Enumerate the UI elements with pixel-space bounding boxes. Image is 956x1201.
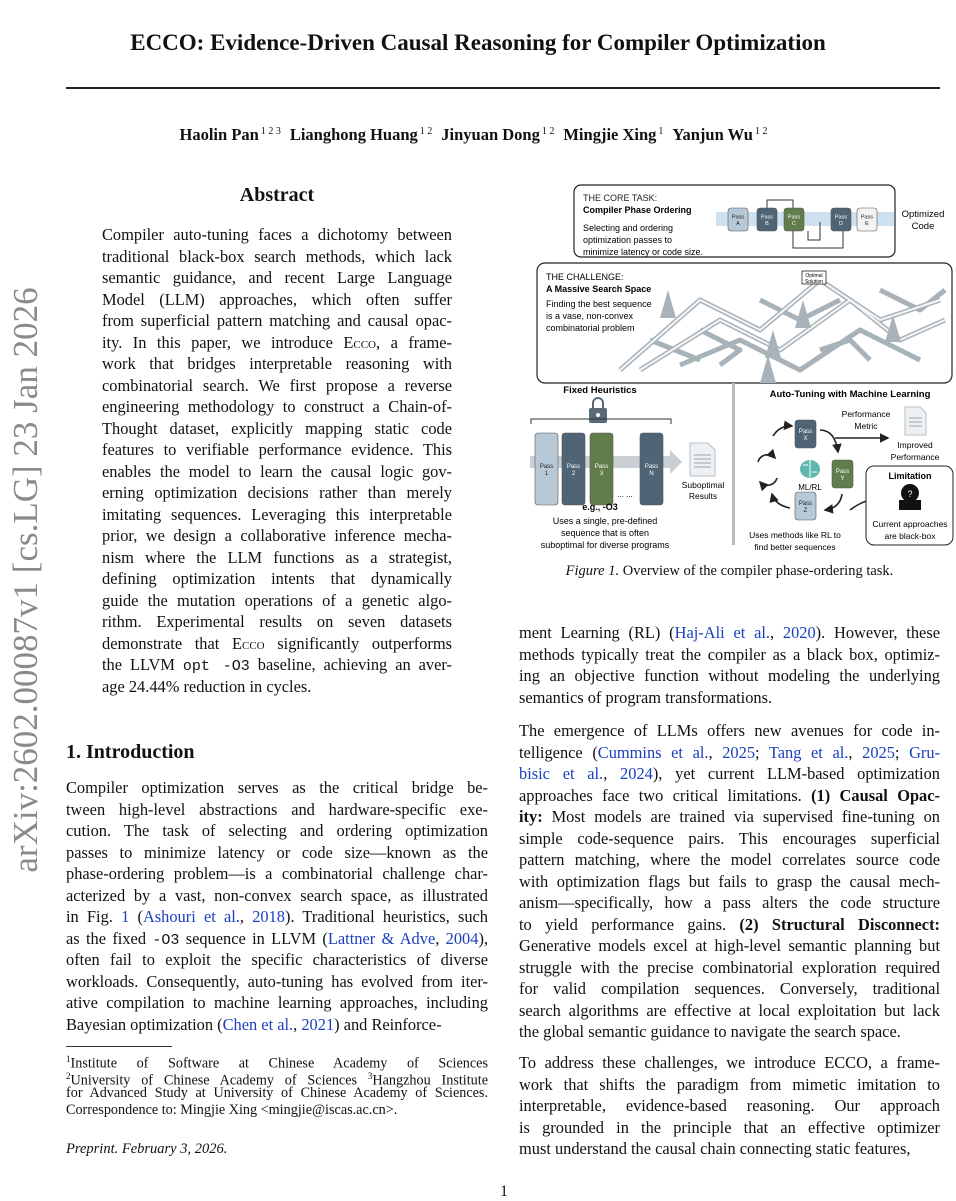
citation-link[interactable]: 2004 (445, 928, 479, 948)
figure-caption (519, 563, 940, 580)
fixed-heuristics-title: Fixed Heuristics (563, 385, 637, 396)
text-segment: approaches face two critical limitations. (519, 785, 812, 805)
challenge-desc: is a vase, non-convex (546, 311, 634, 321)
text-line: methods typically treat the compiler as a black box, optimiz- (519, 644, 940, 664)
arxiv-sidebar-id[interactable]: arXiv:2602.00087v1 [cs.LG] 23 Jan 2026 (6, 287, 45, 873)
text-line: workloads. Consequently, auto-tuning has evolved from iter- (66, 971, 488, 991)
pass-box (795, 492, 816, 520)
text-line: must understand the causal chain connecting static features, (519, 1139, 911, 1158)
author-name: Mingjie Xing (563, 125, 657, 144)
limitation-desc: Current approaches (872, 519, 948, 529)
citation-link[interactable]: Haj-Ali et al. (674, 623, 770, 642)
pass-label: Pass (835, 469, 850, 475)
text-line (66, 906, 488, 928)
text-segment: , (603, 764, 621, 783)
core-task-desc: minimize latency or code size. (583, 247, 704, 257)
pass-box (832, 460, 853, 488)
pass-label: Pass (594, 464, 609, 470)
text-line: for valid compilation sequences. Conversely, traditional (519, 979, 940, 998)
suboptimal-results-label: Suboptimal (681, 480, 725, 490)
text-line: Model (LLM) approaches, which often suffer (102, 289, 452, 309)
author-list (0, 125, 956, 145)
text-segment: opt -O3 (182, 658, 250, 675)
figure-1-overview (525, 180, 955, 558)
text-segment: ity: (519, 807, 543, 826)
text-segment: University of Chinese Academy of Sciences (70, 1072, 368, 1089)
text-segment: as the fixed (66, 928, 153, 948)
text-segment: , (293, 1014, 302, 1034)
text-line: semantics of program transformations. (519, 687, 773, 707)
text-line: with optimization flags but fails to grasp the causal mech- (519, 871, 940, 891)
pass-box (784, 208, 804, 231)
document-icon (690, 443, 715, 476)
text-segment: 3 (367, 1071, 373, 1081)
ml-desc: Uses methods like RL to (749, 530, 841, 540)
figure-divider (732, 383, 735, 545)
text-line: age 24.44% reduction in cycles. (102, 676, 312, 696)
author-name: Haolin Pan (179, 125, 259, 144)
text-line (519, 763, 940, 785)
text-segment: Ecco (343, 332, 376, 352)
text-line: pattern matching, where the model correlates source code (519, 850, 940, 869)
text-line: enables the model to learn the causal logic gov- (102, 461, 452, 481)
text-segment: , a frame- (376, 332, 452, 352)
text-line (102, 332, 452, 354)
pass-label: 1 (544, 471, 549, 477)
text-segment: , (239, 907, 253, 926)
limitation-title: Limitation (888, 471, 932, 481)
text-segment: sequence in LLVM ( (179, 928, 328, 948)
citation-link[interactable]: 2024 (620, 764, 653, 783)
challenge-desc: Finding the best sequence (546, 299, 652, 309)
text-line (102, 654, 452, 676)
citation-link[interactable]: 2025 (722, 742, 756, 762)
pass-box (590, 433, 613, 505)
author-affiliation: 1 2 3 (260, 125, 281, 137)
text-line: Compiler auto-tuning faces a dichotomy between (102, 225, 452, 244)
text-line: cution. The task of selecting and ordering optimization (66, 821, 488, 840)
challenge-desc: combinatorial problem (546, 323, 635, 333)
text-segment: significantly outperforms (264, 633, 452, 653)
text-line: guide the mutation operations of a genetic algo- (102, 590, 452, 610)
pass-label: Pass (798, 429, 813, 435)
brain-icon (800, 460, 820, 478)
text-segment: ), (478, 928, 488, 948)
text-segment: ; (894, 742, 910, 762)
text-segment: Institute of Software at Chinese Academy of Sciences (70, 1055, 488, 1072)
text-line: work that bridges interpretable reasoning with (102, 354, 452, 373)
text-line: features to verifiable performance evidence. This (102, 440, 452, 459)
ellipsis: ... ... (617, 490, 633, 499)
text-segment: 2 (66, 1071, 71, 1081)
limitation-desc: are black-box (884, 531, 936, 541)
text-line: simple code-sequence pairs. This encourages superficial (519, 828, 940, 848)
text-line (519, 742, 940, 764)
text-segment: telligence ( (519, 742, 598, 762)
text-segment: , (770, 623, 783, 642)
core-task-label: THE CORE TASK: (583, 193, 658, 203)
citation-link[interactable]: Tang et al. (768, 742, 849, 762)
pass-label: Pass (539, 464, 554, 470)
text-segment: in Fig. (66, 907, 122, 926)
citation-link[interactable]: 2025 (862, 742, 895, 762)
text-line: Correspondence to: Mingjie Xing <mingjie@iscas.ac.cn>. (66, 1102, 398, 1118)
author-name: Yanjun Wu (672, 125, 753, 144)
fixed-desc: Uses a single, pre-defined (552, 516, 658, 526)
text-line: is grounded in the principle that an effective optimizer (519, 1117, 940, 1137)
text-line: ative compilation to machine learning approaches, including (66, 993, 488, 1012)
text-line: passes to minimize latency or code size—known as the (66, 842, 488, 862)
text-segment: ). Traditional heuristics, such (284, 907, 489, 926)
author-name: Lianghong Huang (289, 125, 418, 144)
pass-box (757, 208, 777, 231)
text-segment: (1) Causal Opac- (811, 785, 940, 805)
pass-box (562, 433, 585, 505)
fixed-desc: sequence that is often (560, 528, 650, 538)
core-task-desc: Selecting and ordering (583, 223, 674, 233)
text-line: the global semantic guidance to navigate the search space. (519, 1022, 901, 1041)
pass-box (831, 208, 851, 231)
pass-label: E (865, 221, 869, 227)
citation-link[interactable]: 2018 (252, 907, 285, 926)
text-line: Compiler optimization serves as the critical bridge be- (66, 778, 488, 797)
ml-title: Auto-Tuning with Machine Learning (769, 389, 931, 400)
text-segment: ), yet current LLM-based optimization (652, 764, 940, 783)
text-segment: the LLVM (102, 655, 183, 674)
challenge-title: A Massive Search Space (546, 284, 652, 294)
right-paragraph (519, 1052, 940, 1160)
page-number: 1 (500, 1183, 508, 1200)
text-line: interpretable, evidence-based reasoning. Our approach (519, 1096, 940, 1115)
pass-label: X (803, 436, 808, 442)
text-line: struggle with the precise combinatorial exploration required (519, 957, 940, 977)
paper-title: ECCO: Evidence-Driven Causal Reasoning for Compiler Optimization (130, 30, 826, 55)
text-line (102, 633, 452, 655)
optimal-solution-label: Optimal (805, 273, 823, 279)
optimized-code-label: Code (911, 221, 935, 232)
text-line (519, 806, 940, 828)
pass-box (728, 208, 748, 231)
text-line (519, 914, 940, 936)
text-line: engineering methodology to construct a Chain-of- (102, 397, 452, 416)
text-line: often fail to exploit the specific characteristics of diverse (66, 950, 488, 969)
text-line: erning optimization decisions rather than merely (102, 483, 452, 502)
citation-link[interactable]: bisic et al. (519, 764, 604, 783)
citation-link[interactable]: 2020 (782, 623, 816, 642)
core-task-desc: optimization passes to (583, 235, 673, 245)
author-name: Jinyuan Dong (441, 125, 540, 144)
text-line: Thought dataset, explicitly mapping static code (102, 418, 452, 438)
ml-desc: find better sequences (754, 542, 836, 552)
text-line: anism—specifically, how a pass alters the code structure (519, 893, 940, 912)
text-line: combinatorial search. We first propose a reverse (102, 375, 452, 395)
text-line: Generative models excel at high-level semantic planning but (519, 936, 940, 955)
text-line: for Advanced Study at University of Chinese Academy of Sciences. (66, 1085, 488, 1101)
fixed-desc: suboptimal for diverse programs (540, 540, 670, 550)
footnote (66, 1051, 488, 1119)
improved-performance-label: Performance (890, 452, 940, 462)
ml-rl-label: ML/RL (798, 483, 822, 492)
text-line: The emergence of LLMs offers new avenues for code in- (519, 721, 940, 740)
improved-performance-label: Improved (897, 440, 933, 450)
document-icon (905, 407, 926, 435)
optimized-code-label: Optimized (901, 209, 945, 220)
pass-label: N (649, 471, 654, 477)
footnote-rule (66, 1046, 172, 1047)
pass-label: 3 (599, 471, 604, 477)
text-segment: (2) Structural Disconnect: (739, 914, 940, 934)
author-affiliation: 1 2 (419, 125, 433, 137)
text-line: search algorithms are effective at local exploitation but lack (519, 1000, 940, 1020)
text-segment: , (435, 928, 446, 948)
text-line: from superficial pattern matching and causal opac- (102, 311, 452, 330)
text-line: prior, we design a collaborative inference mecha- (102, 526, 452, 545)
pass-label: Z (803, 508, 808, 514)
pass-box (640, 433, 663, 505)
text-segment: baseline, achieving an aver- (249, 655, 452, 674)
text-line (519, 622, 940, 644)
text-line: tween high-level abstractions and hardware-specific exe- (66, 799, 488, 819)
core-task-title: Compiler Phase Ordering (583, 205, 692, 215)
author-affiliation: 1 2 (754, 125, 768, 137)
text-line: imitating sequences. Leveraging this interpretable (102, 504, 452, 524)
text-segment: ment Learning (RL) ( (519, 623, 675, 642)
performance-metric-label: Performance (841, 409, 891, 419)
optimal-solution-label: Solution (804, 279, 824, 285)
citation-link[interactable]: Chen et al. (222, 1014, 294, 1034)
text-line (66, 1051, 488, 1072)
text-segment: , (848, 742, 863, 762)
text-line (519, 785, 940, 807)
title-rule (66, 87, 940, 89)
text-line: traditional black-box search methods, which lack (102, 246, 452, 266)
pass-label: Pass (644, 464, 659, 470)
o3-example: e.g., -O3 (582, 502, 618, 512)
pass-box (857, 208, 877, 231)
pass-label: D (839, 221, 843, 227)
text-line: acterized by a vast, non-convex search space, as illustrated (66, 885, 488, 905)
text-segment: ity. In this paper, we introduce (102, 332, 344, 352)
challenge-label: THE CHALLENGE: (546, 272, 624, 282)
text-line: phase-ordering problem—is a combinatorial challenge char- (66, 864, 488, 883)
citation-link[interactable]: Lattner & Adve (327, 928, 436, 948)
text-line: To address these challenges, we introduce ECCO, a frame- (519, 1053, 940, 1072)
text-segment: ( (129, 907, 143, 926)
preprint-note: Preprint. February 3, 2026. (66, 1141, 228, 1157)
text-line: work that shifts the paradigm from mimetic imitation to (519, 1074, 940, 1094)
text-segment: 1 (66, 1054, 71, 1064)
citation-link[interactable]: Ashouri et al. (142, 907, 240, 926)
pass-label: Pass (834, 214, 848, 221)
text-line (66, 928, 488, 950)
right-paragraph (519, 622, 940, 708)
introduction-text (66, 777, 488, 1035)
text-line (66, 1014, 488, 1036)
text-line: semantic guidance, and recent Large Language (102, 268, 452, 287)
figure-label: Figure 1. (565, 563, 620, 579)
pass-label: Pass (860, 214, 874, 221)
text-segment: demonstrate that (102, 633, 232, 653)
text-segment: Ecco (232, 633, 265, 653)
suboptimal-results-label: Results (688, 491, 718, 501)
pass-label: Pass (787, 214, 801, 221)
pass-label: Pass (798, 501, 813, 507)
text-segment: ) and Reinforce- (334, 1014, 442, 1034)
text-segment: ). However, these (815, 623, 940, 642)
performance-metric-label: Metric (854, 421, 878, 431)
text-line (66, 1068, 489, 1089)
author-affiliation: 1 2 (541, 125, 555, 137)
text-line: nism where the LLM functions as a strategist, (102, 547, 452, 567)
caption-text: Overview of the compiler phase-ordering task. (619, 563, 894, 579)
pass-label: Pass (731, 214, 745, 221)
text-segment: Hangzhou Institute (372, 1072, 489, 1089)
pass-label: Y (840, 476, 845, 482)
pass-box (795, 420, 816, 448)
text-line: ing an objective function without modeling the underlying (519, 666, 940, 685)
citation-link[interactable]: Cummins et al. (597, 742, 709, 762)
text-line: defining optimization intents that dynamically (102, 569, 452, 588)
text-segment: ; (755, 742, 769, 762)
pass-label: C (792, 221, 796, 227)
pass-label: Pass (566, 464, 581, 470)
author-affiliation: 1 (658, 125, 664, 137)
pass-label: 2 (571, 471, 576, 477)
text-segment: Most models are trained via supervised fine-tuning on (542, 807, 940, 826)
pass-label: B (765, 221, 769, 227)
right-paragraph (519, 720, 940, 1043)
abstract-heading: Abstract (239, 184, 315, 206)
pass-box (535, 433, 558, 505)
citation-link[interactable]: Gru- (909, 742, 941, 762)
introduction-heading: 1. Introduction (66, 741, 195, 763)
citation-link[interactable]: 2021 (301, 1014, 335, 1034)
text-segment: to yield performance gains. (519, 914, 740, 934)
text-segment: Bayesian optimization ( (66, 1014, 223, 1034)
text-segment: -O3 (152, 931, 180, 949)
text-segment: , (708, 742, 723, 762)
text-line: rithm. Experimental results on seven datasets (102, 612, 452, 631)
citation-link[interactable]: 1 (121, 907, 130, 926)
pass-label: A (736, 221, 740, 227)
svg-text:?: ? (907, 489, 913, 499)
abstract-text (102, 224, 452, 697)
pass-label: Pass (760, 214, 774, 221)
